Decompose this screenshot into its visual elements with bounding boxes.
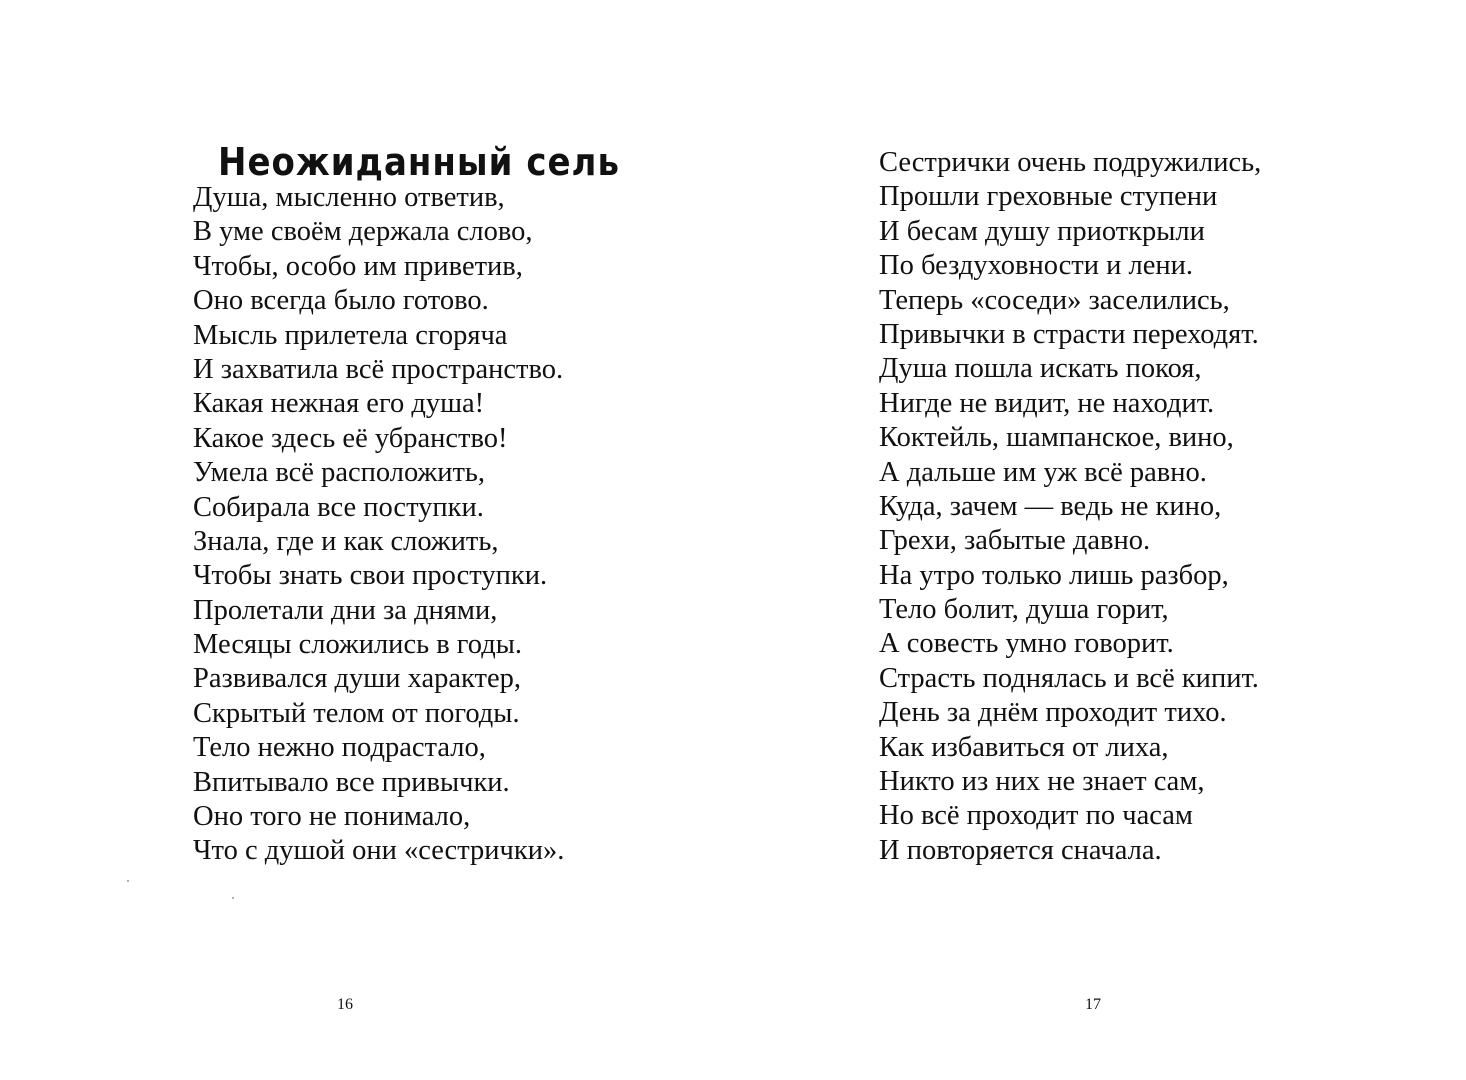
verse-line: И бесам душу приоткрыли <box>879 215 1205 247</box>
verse-line: А дальше им уж всё равно. <box>879 456 1207 488</box>
verse-line: Тело нежно подрастало, <box>193 732 486 764</box>
verse-line: Оно того не понимало, <box>193 801 471 833</box>
verse-line: А совесть умно говорит. <box>879 628 1174 660</box>
verse-line: Как избавиться от лиха, <box>879 731 1169 763</box>
verse-line: Душа пошла искать покоя, <box>879 353 1202 385</box>
verse-line: Никто из них не знает сам, <box>879 766 1205 798</box>
verse-line: Нигде не видит, не находит. <box>879 387 1215 419</box>
verse-line: Сестрички очень подружились, <box>879 147 1262 178</box>
verse-line: Привычки в страсти переходят. <box>879 318 1259 350</box>
verse-line: На утро только лишь разбор, <box>879 559 1229 591</box>
verse-line: Страсть поднялась и всё кипит. <box>879 662 1259 694</box>
verse-line: Грехи, забытые давно. <box>879 525 1151 557</box>
verse-line: Мысль прилетела сгоряча <box>193 319 508 351</box>
verse-line: Какое здесь её убранство! <box>193 422 508 454</box>
verse-line: Душа, мысленно ответив, <box>193 182 505 213</box>
speck-mark <box>127 880 129 882</box>
verse-line: И захватила всё пространство. <box>193 353 564 385</box>
verse-line: Коктейль, шампанское, вино, <box>879 422 1234 454</box>
poem-title: Неожиданный сель <box>218 140 620 186</box>
verse-line: Собирала все поступки. <box>193 491 484 523</box>
verse-line: Впитывало все привычки. <box>193 766 510 798</box>
verse-line: День за днём проходит тихо. <box>879 697 1227 729</box>
verse-line: Прошли греховные ступени <box>879 181 1218 213</box>
verse-line: Теперь «соседи» заселились, <box>879 284 1230 316</box>
verse-line: Какая нежная его душа! <box>193 388 485 420</box>
poem-verse-right <box>879 146 1261 868</box>
page-number-right: 17 <box>1085 996 1101 1013</box>
right-page <box>733 0 1466 1080</box>
verse-line: Тело болит, душа горит, <box>879 594 1169 626</box>
verse-line: Чтобы, особо им приветив, <box>193 250 523 282</box>
poem-verse-left <box>193 181 564 869</box>
page-number-left: 16 <box>337 996 353 1013</box>
verse-line: В уме своём держала слово, <box>193 216 533 248</box>
verse-line: По бездуховности и лени. <box>879 250 1194 282</box>
verse-line: Умела всё расположить, <box>193 457 486 489</box>
verse-line: И повторяется сначала. <box>879 834 1162 866</box>
verse-line: Развивался души характер, <box>193 663 522 695</box>
verse-line: Месяцы сложились в годы. <box>193 629 522 661</box>
verse-line: Что с душой они «сестрички». <box>193 835 565 867</box>
verse-line: Скрытый телом от погоды. <box>193 697 520 729</box>
verse-line: Чтобы знать свои проступки. <box>193 560 548 592</box>
verse-line: Куда, зачем — ведь не кино, <box>879 490 1222 522</box>
verse-line: Пролетали дни за днями, <box>193 594 498 626</box>
speck-mark <box>232 897 234 899</box>
verse-line: Знала, где и как сложить, <box>193 525 499 557</box>
verse-line: Но всё проходит по часам <box>879 800 1193 832</box>
verse-line: Оно всегда было готово. <box>193 285 489 317</box>
